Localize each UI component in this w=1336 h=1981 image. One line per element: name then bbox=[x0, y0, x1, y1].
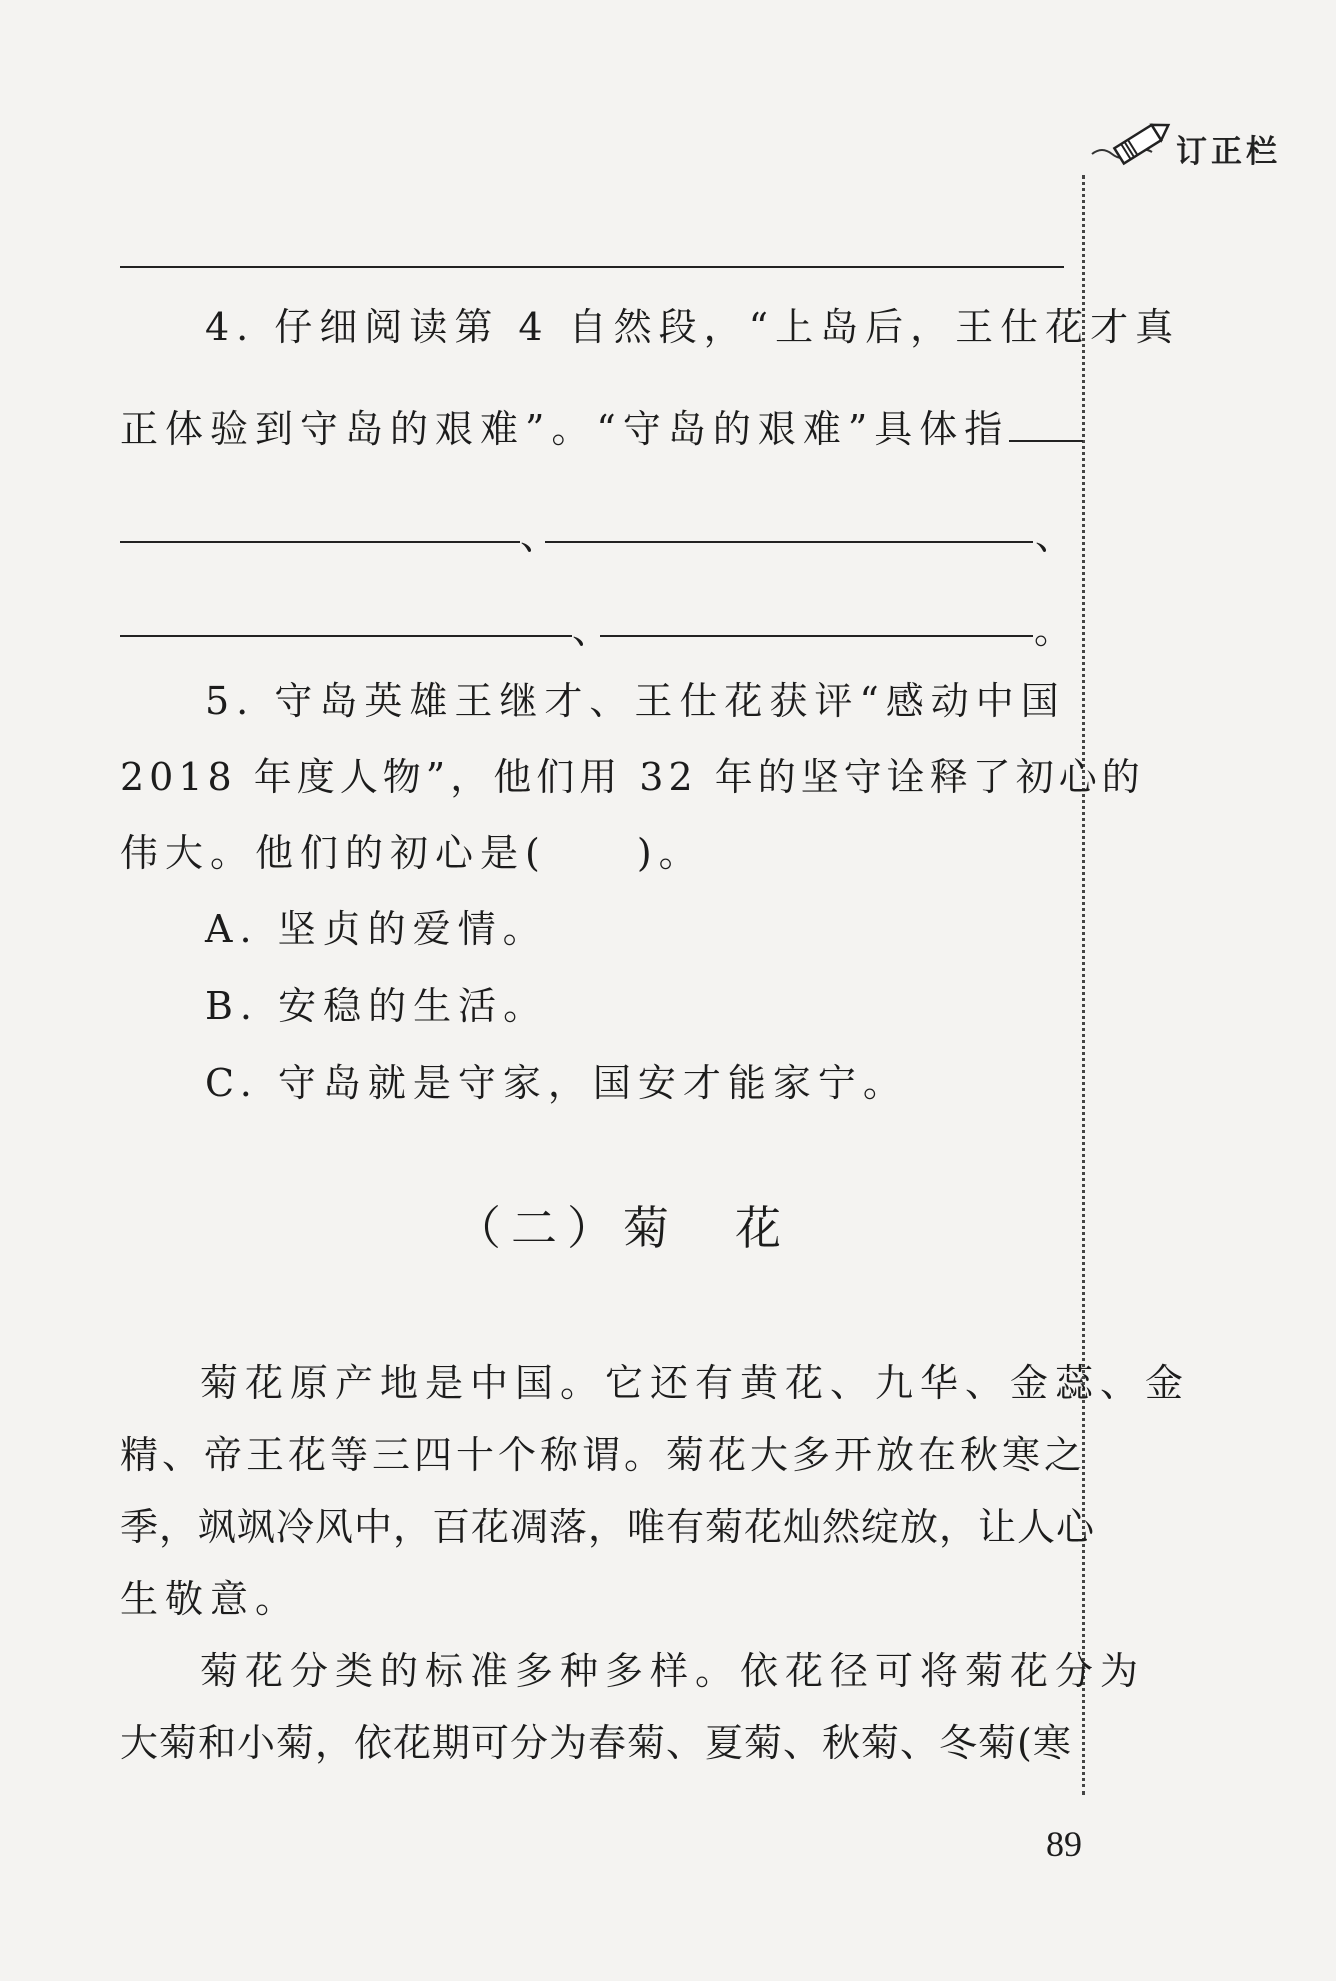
paragraph-line-4: 生敬意。 bbox=[120, 1577, 301, 1621]
q4-blank-5[interactable] bbox=[600, 635, 1033, 637]
q4-blank-4[interactable] bbox=[120, 635, 572, 637]
q5-line-3: 伟大。他们的初心是( )。 bbox=[120, 831, 704, 875]
paragraph-line-2: 精、帝王花等三四十个称谓。菊花大多开放在秋寒之 bbox=[120, 1433, 1087, 1477]
correction-column-title: 订正栏 bbox=[1176, 134, 1281, 170]
q5-line-2: 2018 年度人物”，他们用 32 年的坚守诠释了初心的 bbox=[120, 755, 1145, 799]
q4-separator-2: 、 bbox=[1035, 514, 1081, 558]
paragraph-line-1: 菊花原产地是中国。它还有黄花、九华、金蕊、金 bbox=[200, 1361, 1191, 1405]
q4-end-mark: 。 bbox=[1034, 608, 1080, 652]
q4-line-2 bbox=[120, 398, 1083, 453]
q4-separator-3: 、 bbox=[572, 608, 618, 652]
pencil-icon bbox=[1090, 118, 1180, 178]
q5-option-c[interactable]: C. 守岛就是守家，国安才能家宁。 bbox=[205, 1061, 908, 1105]
answer-line[interactable] bbox=[120, 266, 1064, 268]
q5-line-1: 5. 守岛英雄王继才、王仕花获评“感动中国 bbox=[205, 679, 1066, 723]
q5-option-b[interactable]: B. 安稳的生活。 bbox=[205, 984, 549, 1028]
q4-line-1: 4. 仔细阅读第 4 自然段，“上岛后，王仕花才真 bbox=[205, 305, 1181, 349]
page-number: 89 bbox=[1046, 1824, 1082, 1864]
q4-separator-1: 、 bbox=[520, 514, 566, 558]
q4-blank-3[interactable] bbox=[545, 541, 1033, 543]
paragraph-line-6: 大菊和小菊，依花期可分为春菊、夏菊、秋菊、冬菊(寒 bbox=[120, 1721, 1072, 1765]
paragraph-line-3: 季，飒飒冷风中，百花凋落，唯有菊花灿然绽放，让人心 bbox=[120, 1505, 1096, 1549]
q4-blank-2[interactable] bbox=[120, 541, 520, 543]
q5-option-a[interactable]: A. 坚贞的爱情。 bbox=[205, 907, 548, 951]
paragraph-line-5: 菊花分类的标准多种多样。依花径可将菊花分为 bbox=[200, 1649, 1146, 1693]
correction-column-header bbox=[1090, 118, 1320, 178]
q4-blank-1[interactable] bbox=[1009, 440, 1083, 442]
q4-line-2-text: 正体验到守岛的艰难”。“守岛的艰难”具体指 bbox=[120, 407, 1010, 451]
section-title: （二）菊 花 bbox=[455, 1201, 791, 1255]
